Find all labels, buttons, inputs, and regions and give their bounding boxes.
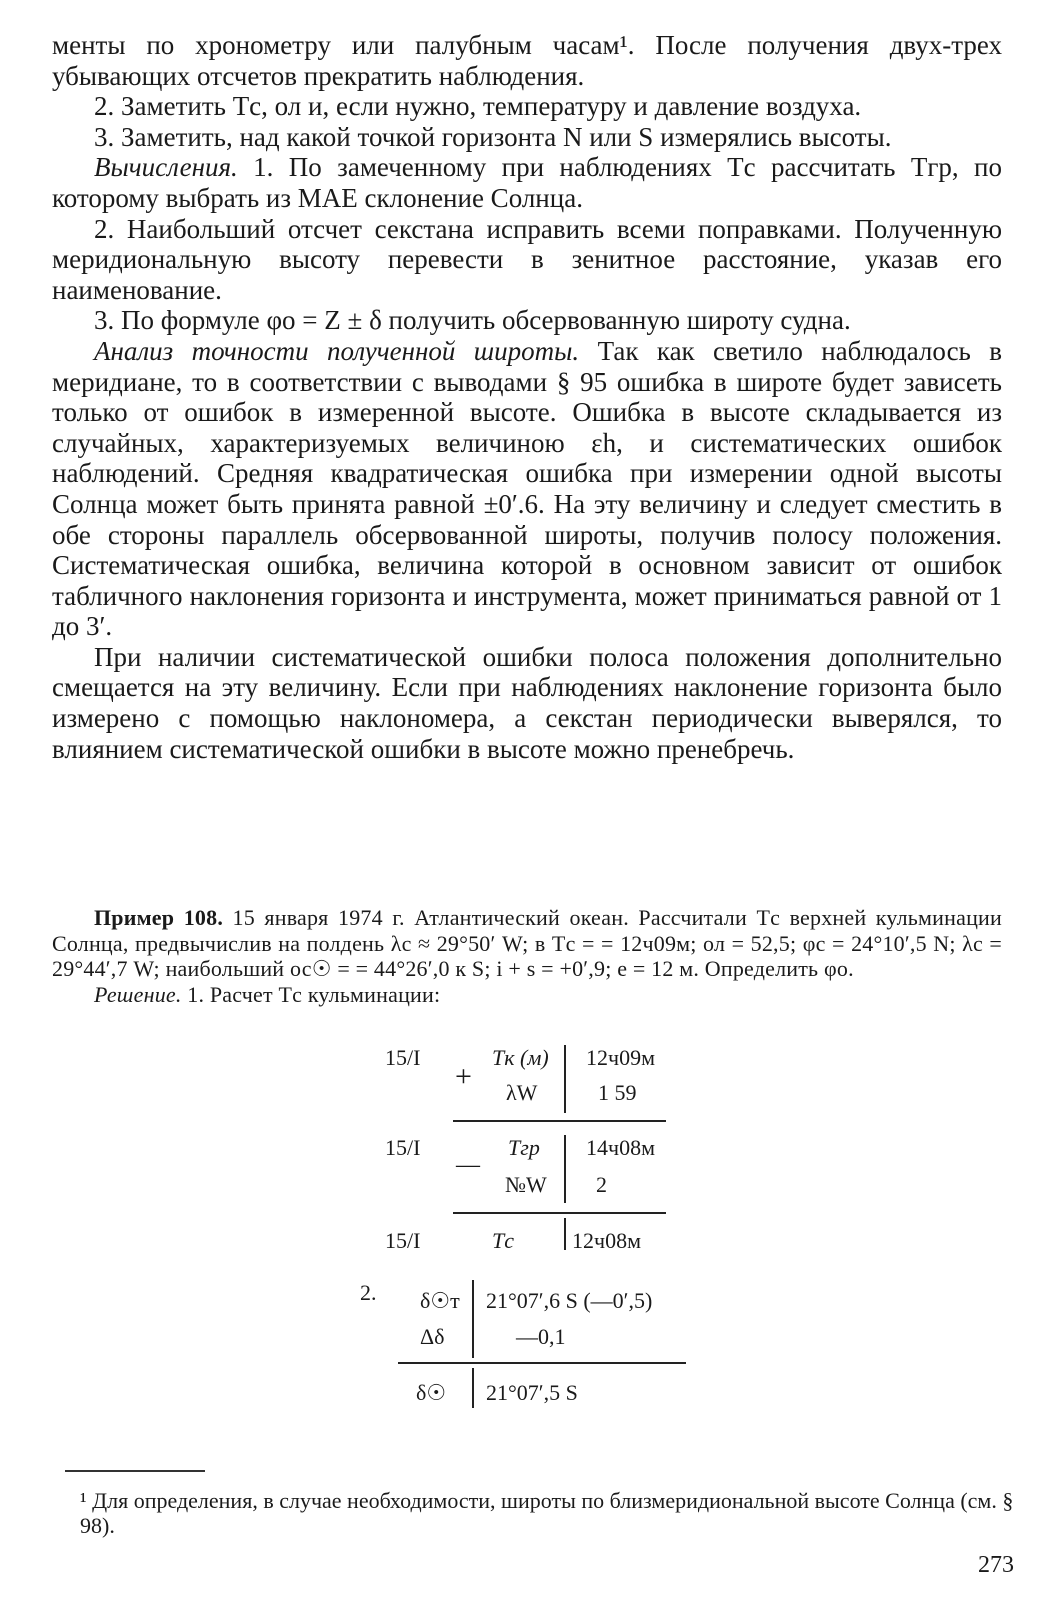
t1-val-1a: 12ч09м bbox=[586, 1045, 655, 1070]
example-text bbox=[52, 905, 1002, 982]
t1-op-plus: + bbox=[455, 1060, 472, 1093]
calc-text: 1. По замеченному при наблюдениях Tс рассчитать Tгр, по которому выбрать из МАЕ склонение Солнца. bbox=[52, 152, 1002, 213]
example-block bbox=[52, 905, 1002, 1007]
example-label: Пример 108. bbox=[94, 905, 224, 930]
paragraph-5: 2. Наибольший отсчет секстана исправить всеми поправками. Полученную меридиональную высоту перевести в зенитное расстояние, указав его наименование. bbox=[52, 213, 1002, 305]
analysis-label: Анализ точности полученной широты. bbox=[94, 335, 580, 366]
paragraph-8: При наличии систематической ошибки полоса положения дополнительно смещается на эту величину. Если при наблюдениях наклонение горизонта было измерено с помощью наклономера, а секстан периодически выверялся, то влиянием систематической ошибки в высоте можно пренебречь. bbox=[52, 641, 1002, 764]
t2-vline-2 bbox=[472, 1368, 474, 1408]
t2-val-2: —0,1 bbox=[516, 1324, 566, 1349]
paragraph-6: 3. По формуле φо = Z ± δ получить обсервованную широту судна. bbox=[94, 305, 851, 336]
analysis-text: Так как светило наблюдалось в меридиане, то в соответствии с выводами § 95 ошибка в широте будет зависеть только от ошибок в измеренной высоте. Ошибка в высоте складывается из случайных, характеризуемых величиною εh, и систематических ошибок наблюдений. Средняя квадратическая ошибка при измерении одной высоты Солнца может быть принята равной ±0ʹ.6. На эту величину и следует сместить в обе стороны параллель обсервованной широты, получив полосу положения. Систематическая ошибка, величина которой в основном зависит от ошибок табличного наклонения горизонта и инструмента, может приниматься равной от 1 до 3ʹ. bbox=[52, 335, 1002, 642]
paragraph-7 bbox=[52, 336, 1002, 642]
main-text bbox=[52, 30, 1002, 764]
footnote: ¹ Для определения, в случае необходимости, широты по близмеридиональной высоте Солнца (см. § 98). bbox=[80, 1488, 1014, 1538]
t2-val-1: 21°07ʹ,6 S (—0ʹ,5) bbox=[486, 1288, 653, 1313]
t2-vline-1 bbox=[472, 1280, 474, 1358]
calc-label: Вычисления. bbox=[94, 152, 238, 183]
t1-hline-1 bbox=[453, 1120, 666, 1122]
t1-name-1b: λW bbox=[506, 1080, 538, 1105]
t1-val-1b: 1 59 bbox=[598, 1080, 637, 1105]
solution-line bbox=[52, 982, 1002, 1008]
t1-name-1a: Tк (м) bbox=[492, 1045, 549, 1070]
t1-date-1: 15/I bbox=[385, 1045, 421, 1070]
t1-vline-3 bbox=[564, 1218, 566, 1250]
t1-date-3: 15/I bbox=[385, 1228, 421, 1253]
footnote-separator bbox=[65, 1470, 205, 1472]
t2-step-number: 2. bbox=[360, 1280, 377, 1305]
paragraph-4 bbox=[52, 152, 1002, 213]
t1-name-2b: №W bbox=[505, 1172, 547, 1197]
t1-val-2a: 14ч08м bbox=[586, 1135, 655, 1160]
paragraph-1: менты по хронометру или палубным часам¹. После получения двух-трех убывающих отсчетов прекратить наблюдения. bbox=[52, 30, 1002, 91]
t1-val-2b: 2 bbox=[596, 1172, 607, 1197]
paragraph-2: 2. Заметить Tс, ол и, если нужно, температуру и давление воздуха. bbox=[94, 91, 862, 122]
t2-val-3: 21°07ʹ,5 S bbox=[486, 1380, 578, 1405]
page-number: 273 bbox=[978, 1552, 1014, 1578]
solution-label: Решение. bbox=[94, 981, 182, 1007]
t2-name-2: Δδ bbox=[420, 1324, 445, 1349]
t1-vline-2 bbox=[564, 1135, 566, 1203]
t1-name-3: Tс bbox=[492, 1228, 514, 1253]
t1-hline-2 bbox=[453, 1212, 666, 1214]
t2-hline bbox=[398, 1362, 686, 1364]
t1-val-3: 12ч08м bbox=[572, 1228, 641, 1253]
t1-vline-1 bbox=[564, 1045, 566, 1113]
solution-text: 1. Расчет Tс кульминации: bbox=[181, 981, 441, 1007]
t2-name-3: δ☉ bbox=[416, 1380, 447, 1405]
t1-op-minus: — bbox=[456, 1152, 480, 1178]
paragraph-3: 3. Заметить, над какой точкой горизонта N или S измерялись высоты. bbox=[94, 121, 892, 152]
t2-name-1: δ☉т bbox=[420, 1288, 460, 1313]
t1-name-2a: Tгр bbox=[508, 1135, 540, 1160]
t1-date-2: 15/I bbox=[385, 1135, 421, 1160]
example-body: 15 января 1974 г. Атлантический океан. Рассчитали Tс верхней кульминации Солнца, предвычислив на полдень λс ≈ 29°50ʹ W; в Tс = = 12ч09м; ол = 52,5; φс = 24°10ʹ,5 N; λс = 29°44ʹ,7 W; наибольший ос☉ = = 44°26ʹ,0 к S; i + s = +0ʹ,9; e = 12 м. Определить φо. bbox=[52, 905, 1002, 981]
